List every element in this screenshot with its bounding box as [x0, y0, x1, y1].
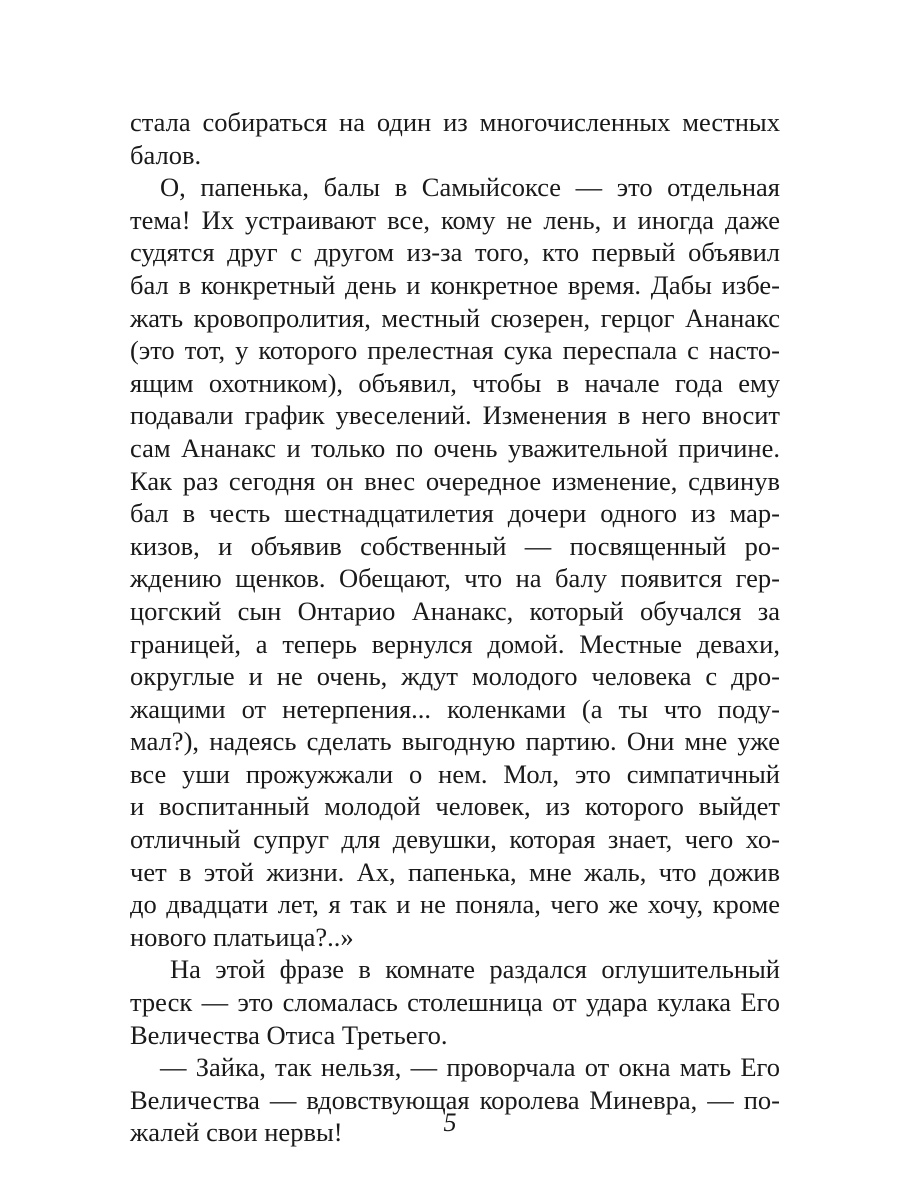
text-line: цогский сын Онтарио Ананакс, который обучался за: [130, 595, 780, 626]
text-line: — Зайка, так нельзя, — проворчала от окна мать Его: [160, 1052, 780, 1083]
text-line: ждению щенков. Обещают, что на балу появится гер-: [130, 563, 780, 594]
text-line: кизов, и объявив собственный — посвященный ро-: [130, 530, 780, 561]
text-line: жащими от нетерпения... коленками (а ты что поду-: [130, 693, 780, 724]
text-line: стала собираться на один из многочисленных местных: [130, 107, 780, 137]
text-line: балов.: [130, 139, 202, 170]
text-line: Как раз сегодня он внес очередное изменение, сдвинув: [130, 465, 780, 496]
text-line: подавали график увеселений. Изменения в него вносит: [130, 400, 780, 431]
text-line: сам Ананакс и только по очень уважительной причине.: [130, 432, 780, 463]
text-line: и воспитанный молодой человек, из которого выйдет: [130, 791, 780, 822]
text-line: судятся друг с другом из-за того, кто первый объявил: [130, 237, 780, 268]
text-line: все уши прожужжали о нем. Мол, это симпатичный: [130, 758, 780, 789]
text-line: отличный супруг для девушки, которая знает, чего хо-: [130, 824, 780, 855]
text-line: жать кровопролития, местный сюзерен, герцог Ананакс: [130, 302, 780, 333]
text-line: жалей свои нервы!: [130, 1117, 343, 1148]
text-line: мал?), надеясь сделать выгодную партию. Они мне уже: [130, 726, 780, 757]
text-line: чет в этой жизни. Ах, папенька, мне жаль, что дожив: [130, 856, 780, 887]
text-line: тема! Их устраивают все, кому не лень, и иногда даже: [130, 204, 780, 235]
body-text: [130, 106, 780, 1149]
text-line: Величества — вдовствующая королева Миневра, — по-: [130, 1084, 780, 1115]
text-line: На этой фразе в комнате раздался оглушительный: [170, 954, 780, 985]
text-line: до двадцати лет, я так и не поняла, чего же хочу, кроме: [130, 889, 780, 920]
text-line: бал в честь шестнадцатилетия дочери одного из мар-: [130, 498, 780, 529]
text-line: нового платьица?..»: [130, 921, 354, 952]
text-line: треск — это сломалась столешница от удара кулака Его: [130, 987, 780, 1018]
text-line: (это тот, у которого прелестная сука переспала с насто-: [130, 335, 780, 366]
text-line: бал в конкретный день и конкретное время. Дабы избе-: [130, 269, 780, 300]
text-line: границей, а теперь вернулся домой. Местные девахи,: [130, 628, 780, 659]
page-number: 5: [443, 1108, 457, 1137]
text-line: О, папенька, балы в Самыйсоксе — это отдельная: [160, 172, 780, 203]
text-line: округлые и не очень, ждут молодого человека с дро-: [130, 661, 780, 692]
text-line: ящим охотником), объявил, чтобы в начале года ему: [130, 367, 780, 398]
text-line: Величества Отиса Третьего.: [130, 1019, 448, 1050]
